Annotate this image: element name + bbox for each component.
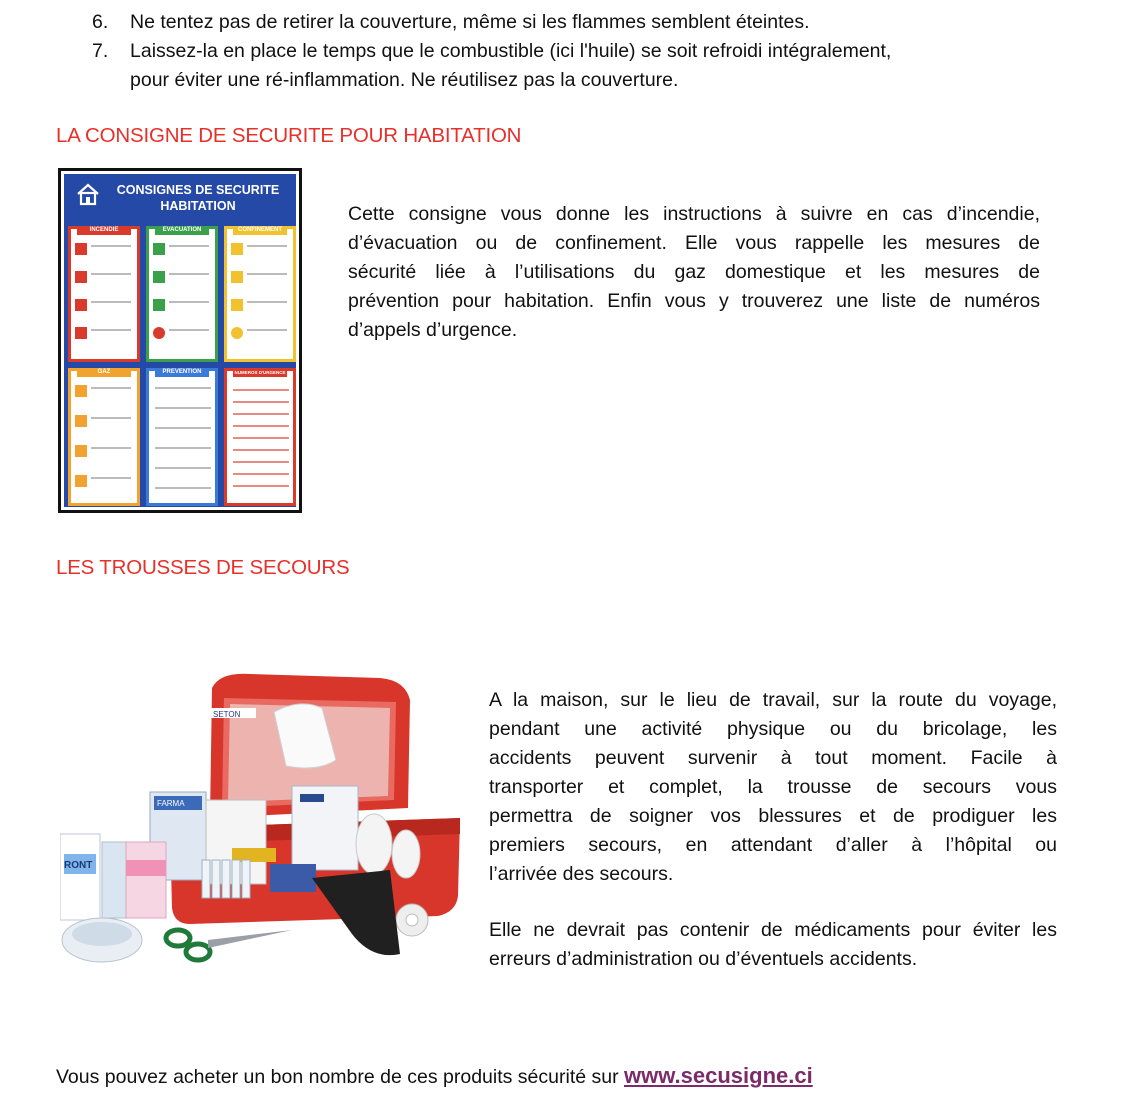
poster-box-confinement bbox=[224, 226, 296, 362]
poster-tab: INCENDIE bbox=[77, 226, 131, 235]
paragraph-line: d’évacuation ou de confinement. Elle vous rappelle les mesures de bbox=[348, 232, 1040, 254]
person-icon bbox=[75, 299, 87, 311]
smiley-icon bbox=[231, 327, 243, 339]
poster-box-prevention bbox=[146, 368, 218, 506]
poster-box-gaz bbox=[68, 368, 140, 506]
poster-header bbox=[64, 174, 296, 220]
kit-pack-label: RONT bbox=[64, 860, 93, 871]
trousse-paragraph-2 bbox=[489, 916, 1057, 974]
numbered-list bbox=[88, 8, 1048, 95]
list-line: Ne tentez pas de retirer la couverture, même si les flammes semblent éteintes. bbox=[130, 11, 810, 33]
gas-icon bbox=[75, 385, 87, 397]
poster-box-numeros bbox=[224, 368, 296, 506]
paragraph-line: transporter et complet, la trousse de secours vous bbox=[489, 776, 1057, 798]
consigne-paragraph bbox=[348, 200, 1040, 345]
alarm-icon bbox=[75, 271, 87, 283]
poster-box-evacuation bbox=[146, 226, 218, 362]
paragraph-line: pendant une activité physique ou du bricolage, les bbox=[489, 718, 1057, 740]
footer-text: Vous pouvez acheter un bon nombre de ces produits sécurité sur bbox=[56, 1066, 625, 1088]
poster-tab: CONFINEMENT bbox=[233, 226, 287, 235]
poster-tab: PREVENTION bbox=[155, 368, 209, 377]
arrow-icon bbox=[153, 299, 165, 311]
scissors-icon bbox=[166, 930, 292, 960]
poster-tab: EVACUATION bbox=[155, 226, 209, 235]
kit-box-label: FARMA bbox=[157, 799, 185, 808]
list-number: 6. bbox=[92, 11, 109, 33]
kit-brand-label: SETON bbox=[213, 710, 241, 719]
paragraph-line: permettra de soigner vos blessures et de prodiguer les bbox=[489, 805, 1057, 827]
poster-title-line2: HABITATION bbox=[160, 199, 236, 213]
paragraph-line: premiers secours, en attendant d’aller à l’hôpital ou bbox=[489, 834, 1057, 856]
poster-tab: GAZ bbox=[77, 368, 131, 377]
paragraph-line: Cette consigne vous donne les instructions à suivre en cas d’incendie, bbox=[348, 203, 1040, 225]
paragraph-line: accidents peuvent survenir à tout moment. Facile à bbox=[489, 747, 1057, 769]
door-icon bbox=[153, 271, 165, 283]
poster-title-line1: CONSIGNES DE SECURITE bbox=[116, 183, 280, 197]
list-item bbox=[88, 37, 1048, 95]
section-heading-consigne: LA CONSIGNE DE SECURITE POUR HABITATION bbox=[56, 124, 522, 147]
house-icon bbox=[231, 243, 243, 255]
poster-tab: NUMEROS D'URGENCE bbox=[234, 370, 286, 375]
radio-icon bbox=[231, 299, 243, 311]
hose-icon bbox=[75, 445, 87, 457]
flame-icon bbox=[75, 475, 87, 487]
paragraph-line: prévention pour habitation. Enfin vous y trouverez une liste de numéros bbox=[348, 290, 1040, 312]
no-elevator-icon bbox=[153, 327, 165, 339]
safety-poster-image bbox=[58, 168, 302, 513]
exit-icon bbox=[153, 243, 165, 255]
paragraph-line: d’appels d’urgence. bbox=[348, 319, 518, 341]
paragraph-line: sécurité liée à l’utilisations du gaz domestique et les mesures de bbox=[348, 261, 1040, 283]
fire-icon bbox=[75, 243, 87, 255]
footer-line bbox=[56, 1062, 813, 1091]
section-heading-trousses: LES TROUSSES DE SECOURS bbox=[56, 556, 350, 579]
paragraph-line: A la maison, sur le lieu de travail, sur la route du voyage, bbox=[489, 689, 1057, 711]
elevator-icon bbox=[75, 327, 87, 339]
list-item bbox=[88, 8, 1048, 37]
poster-box-incendie bbox=[68, 226, 140, 362]
secusigne-link[interactable]: www.secusigne.ci bbox=[624, 1063, 813, 1088]
trousse-paragraph-1 bbox=[489, 686, 1057, 889]
list-line: Laissez-la en place le temps que le combustible (ici l'huile) se soit refroidi intégralement, bbox=[130, 40, 892, 62]
first-aid-kit-image bbox=[60, 668, 464, 968]
list-line: pour éviter une ré-inflammation. Ne réutilisez pas la couverture. bbox=[130, 69, 679, 91]
valve-icon bbox=[75, 415, 87, 427]
house-icon bbox=[76, 182, 100, 206]
paragraph-line: l’arrivée des secours. bbox=[489, 863, 674, 885]
list-number: 7. bbox=[92, 40, 109, 62]
paragraph-line: Elle ne devrait pas contenir de médicaments pour éviter les bbox=[489, 919, 1057, 941]
paragraph-line: erreurs d’administration ou d’éventuels accidents. bbox=[489, 948, 918, 970]
window-icon bbox=[231, 271, 243, 283]
